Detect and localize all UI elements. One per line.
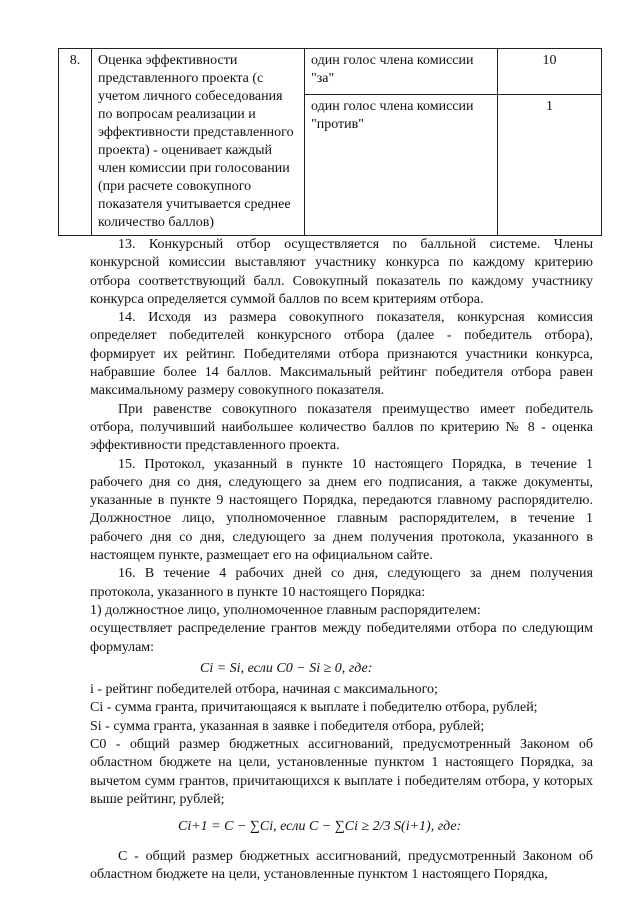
- paragraph-16: 16. В течение 4 рабочих дней со дня, следующего за днем получения протокола, указанного в пункте 10 настоящего Порядка:: [90, 566, 593, 600]
- table-row: [59, 49, 602, 95]
- paragraph-16-1: 1) должностное лицо, уполномоченное главным распорядителем:: [90, 602, 481, 618]
- paragraph-13: 13. Конкурсный отбор осуществляется по балльной системе. Члены конкурсной комиссии выставляют участнику конкурса по каждому критерию отбора соответствующий балл. Совокупный показатель по каждому участнику конкурса определяется суммой баллов по всем критериям отбора.: [90, 237, 593, 307]
- criterion-description: Оценка эффективности представленного проекта (с учетом личного собеседования по вопросам реализации и эффективности представленного проекта) - оценивает каждый член комиссии при голосовании (при расчете совокупного показателя учитывается среднее количество баллов): [92, 49, 305, 236]
- score-for: 10: [498, 49, 602, 95]
- paragraph-14: 14. Исходя из размера совокупного показателя, конкурсная комиссия определяет победителей конкурсного отбора (далее - победитель отбора), формирует их рейтинг. Победителями отбора признаются участники конкурса, набравшие более 14 баллов. Максимальный рейтинг победителя отбора равен максимальному размеру совокупного показателя.: [90, 310, 593, 399]
- criteria-table: [58, 48, 602, 236]
- formula-2: Ci+1 = C − ∑Ci, если C − ∑Ci ≥ 2/3 S(i+1), где:: [178, 819, 462, 835]
- vote-against-label: один голос члена комиссии "против": [305, 95, 498, 236]
- vote-for-label: один голос члена комиссии "за": [305, 49, 498, 95]
- definition-c: С - общий размер бюджетных ассигнований, предусмотренный Законом об областном бюджете на цели, установленные пунктом 1 настоящего Порядка,: [90, 848, 593, 882]
- score-against: 1: [498, 95, 602, 236]
- definition-c0: C0 - общий размер бюджетных ассигнований, предусмотренный Законом об областном бюджете на цели, установленные пунктом 1 настоящего Порядка, за вычетом сумм грантов, причитающихся к выплате i победителям отбора, у которых выше рейтинг, рублей;: [90, 737, 593, 807]
- paragraph-equality: При равенстве совокупного показателя преимущество имеет победитель отбора, получивший наибольшее количество баллов по критерию № 8 - оценка эффективности представленного проекта.: [90, 401, 593, 454]
- row-number: 8.: [59, 49, 92, 236]
- paragraph-15: 15. Протокол, указанный в пункте 10 настоящего Порядка, в течение 1 рабочего дня со дня, следующего за днем его подписания, а также документы, указанные в пункте 9 настоящего Порядка, передаются главному распорядителю. Должностное лицо, уполномоченное главным распорядителем, в течение 1 рабочего дня со дня, следующего за днем получения протокола, указанного в настоящем пункте, размещает его на официальном сайте.: [90, 456, 593, 564]
- paragraph-distribution: осуществляет распределение грантов между победителями отбора по следующим формулам:: [90, 621, 593, 655]
- formula-1: Ci = Si, если C0 − Si ≥ 0, где:: [200, 660, 373, 676]
- definition-i: i - рейтинг победителей отбора, начиная с максимального;: [90, 682, 438, 698]
- definition-si: Si - сумма гранта, указанная в заявке i победителя отбора, рублей;: [90, 718, 485, 734]
- definition-ci: Ci - сумма гранта, причитающаяся к выплате i победителю отбора, рублей;: [90, 700, 538, 716]
- body-text: [90, 236, 593, 884]
